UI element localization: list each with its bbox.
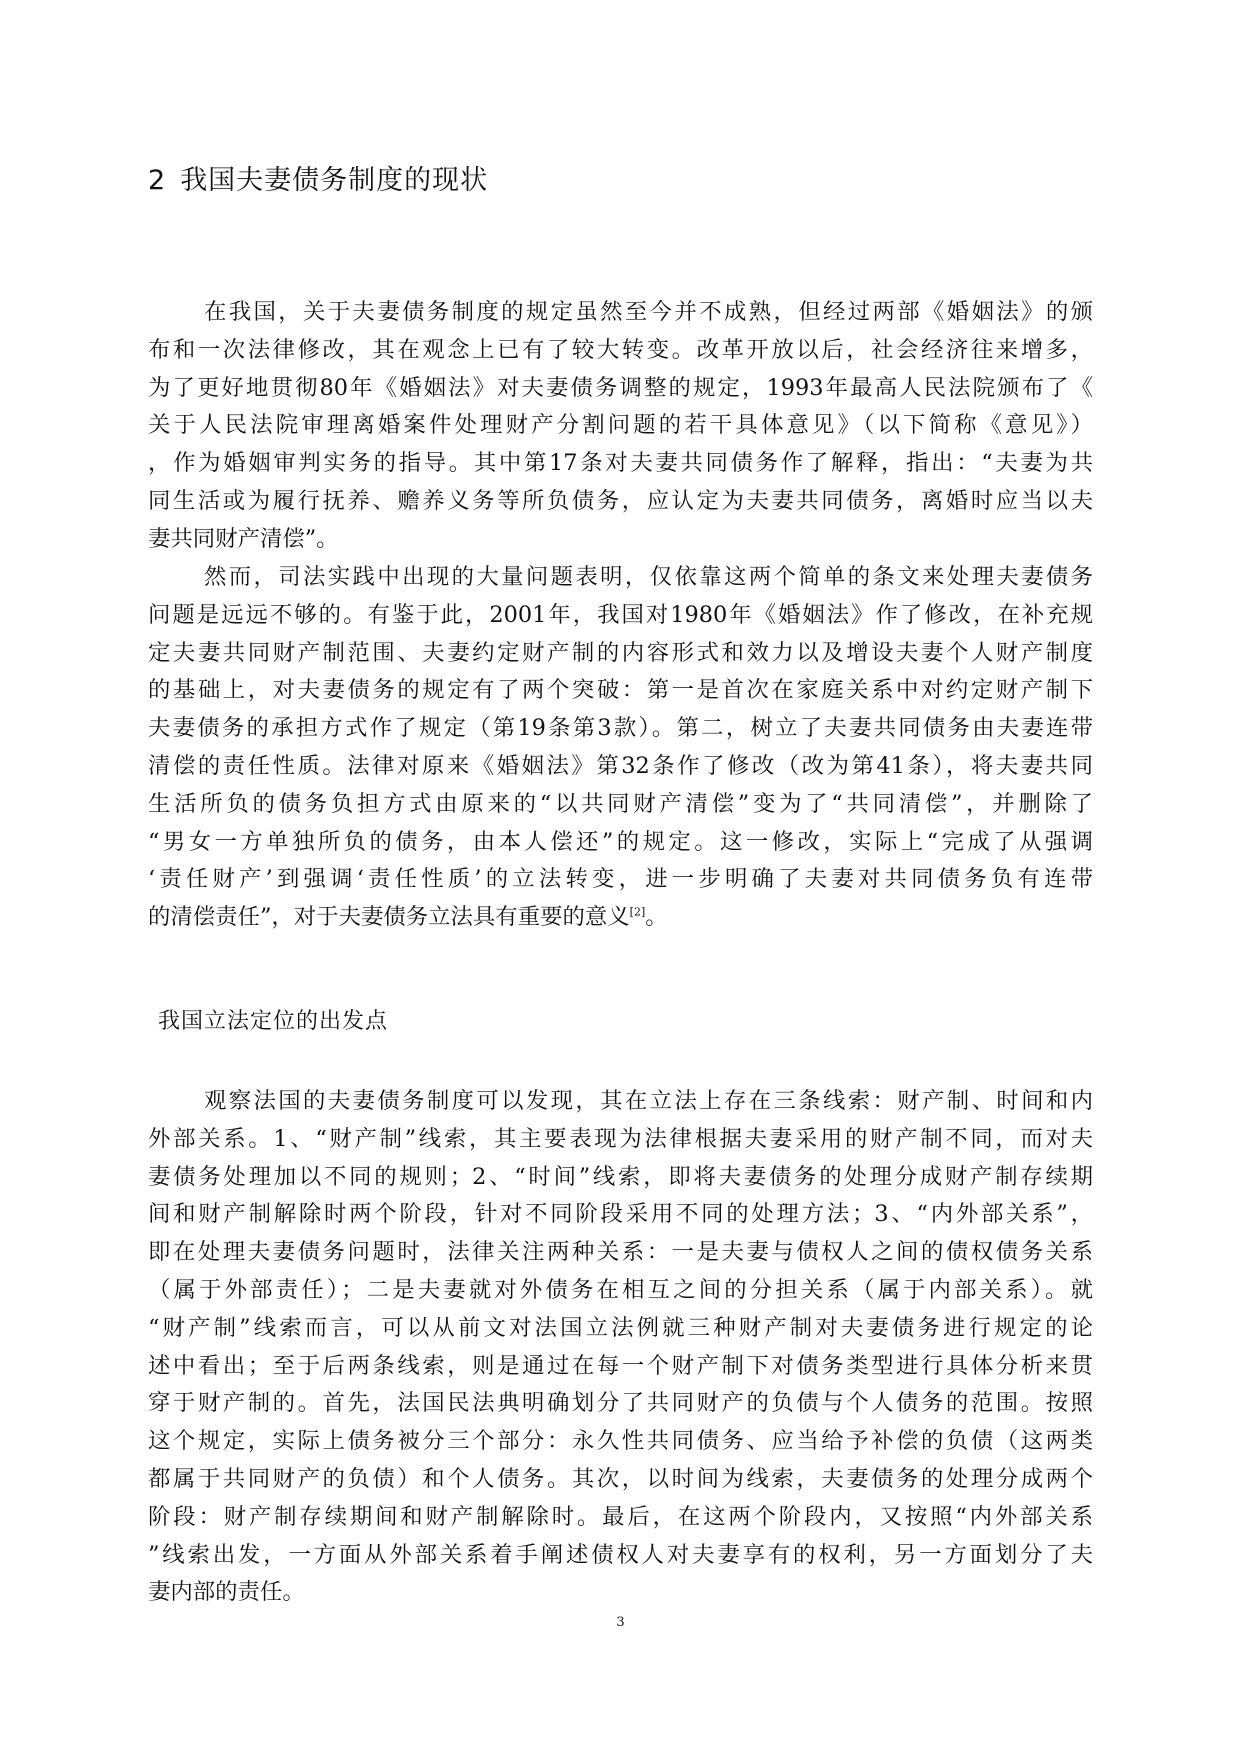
paragraph-1 [148,294,1093,559]
text-line: 定夫妻共同财产制范围、夫妻约定财产制的内容形式和效力以及增设夫妻个人财产制度 [148,639,1093,666]
text-line: 夫妻债务的承担方式作了规定（第19条第3款）。第二，树立了夫妻共同债务由夫妻连带 [148,715,1093,742]
text-line: 在我国，关于夫妻债务制度的规定虽然至今并不成熟，但经过两部《婚姻法》的颁 [204,299,1093,325]
text-fragment: 的清偿责任”，对于夫妻债务立法具有重要的意义 [148,904,630,931]
text-line: 关于人民法院审理离婚案件处理财产分割问题的若干具体意见》（以下简称《意见》） [148,412,1093,439]
text-line: 妻共同财产清偿”。 [148,525,339,552]
page-number: 3 [616,1615,625,1630]
text-line: 布和一次法律修改，其在观念上已有了较大转变。改革开放以后，社会经济往来增多， [148,336,1093,363]
paragraph-3 [148,1083,1093,1612]
text-line: 同生活或为履行抚养、赡养义务等所负债务，应认定为夫妻共同债务，离婚时应当以夫 [148,487,1093,514]
citation-reference: [2] [629,905,646,919]
section-title: 我国夫妻债务制度的现状 [180,165,489,196]
text-line: ”线索出发，一方面从外部关系着手阐述债权人对夫妻享有的权利，另一方面划分了夫 [148,1541,1093,1568]
paragraph-2 [148,559,1093,937]
section-number: 2 [148,165,167,196]
text-line: 述中看出；至于后两条线索，则是通过在每一个财产制下对债务类型进行具体分析来贯 [148,1352,1093,1379]
text-line: 生活所负的债务负担方式由原来的“以共同财产清偿”变为了“共同清偿”，并删除了 [148,790,1093,817]
text-line: 的基础上，对夫妻债务的规定有了两个突破：第一是首次在家庭关系中对约定财产制下 [148,677,1093,704]
text-line: 都属于共同财产的负债）和个人债务。其次，以时间为线索，夫妻债务的处理分成两个 [148,1465,1093,1492]
text-line: 间和财产制解除时两个阶段，针对不同阶段采用不同的处理方法；3、“内外部关系”， [148,1201,1093,1228]
section-heading [148,158,488,197]
text-fragment: 。 [645,904,668,931]
text-line: ，作为婚姻审判实务的指导。其中第17条对夫妻共同债务作了解释，指出：“夫妻为共 [148,450,1093,477]
text-line [148,899,1093,937]
text-line: 然而，司法实践中出现的大量问题表明，仅依靠这两个简单的条文来处理夫妻债务 [204,564,1093,590]
subheading: 我国立法定位的出发点 [158,1009,389,1034]
text-line: 外部关系。1、“财产制”线索，其主要表现为法律根据夫妻采用的财产制不同，而对夫 [148,1125,1093,1152]
text-line: 清偿的责任性质。法律对原来《婚姻法》第32条作了修改（改为第41条），将夫妻共同 [148,752,1093,779]
text-line: 这个规定，实际上债务被分三个部分：永久性共同债务、应当给予补偿的负债（这两类 [148,1428,1093,1455]
text-line: 即在处理夫妻债务问题时，法律关注两种关系：一是夫妻与债权人之间的债权债务关系 [148,1239,1093,1266]
text-line: 为了更好地贯彻80年《婚姻法》对夫妻债务调整的规定，1993年最高人民法院颁布了《 [148,374,1093,401]
text-line: 妻债务处理加以不同的规则；2、“时间”线索，即将夫妻债务的处理分成财产制存续期 [148,1163,1093,1190]
text-line: “男女一方单独所负的债务，由本人偿还”的规定。这一修改，实际上“完成了从强调 [148,828,1093,855]
text-line: 观察法国的夫妻债务制度可以发现，其在立法上存在三条线索：财产制、时间和内 [204,1088,1093,1114]
text-line: 阶段：财产制存续期间和财产制解除时。最后，在这两个阶段内，又按照“内外部关系 [148,1503,1093,1530]
text-line: 妻内部的责任。 [148,1579,305,1606]
text-line: ‘责任财产’到强调‘责任性质’的立法转变，进一步明确了夫妻对共同债务负有连带 [148,866,1093,893]
text-line: “财产制”线索而言，可以从前文对法国立法例就三种财产制对夫妻债务进行规定的论 [148,1314,1093,1341]
text-line: （属于外部责任）；二是夫妻就对外债务在相互之间的分担关系（属于内部关系）。就 [148,1276,1093,1303]
text-line: 穿于财产制的。首先，法国民法典明确划分了共同财产的负债与个人债务的范围。按照 [148,1390,1093,1417]
text-line: 问题是远远不够的。有鉴于此，2001年，我国对1980年《婚姻法》作了修改，在补充规 [148,601,1093,628]
